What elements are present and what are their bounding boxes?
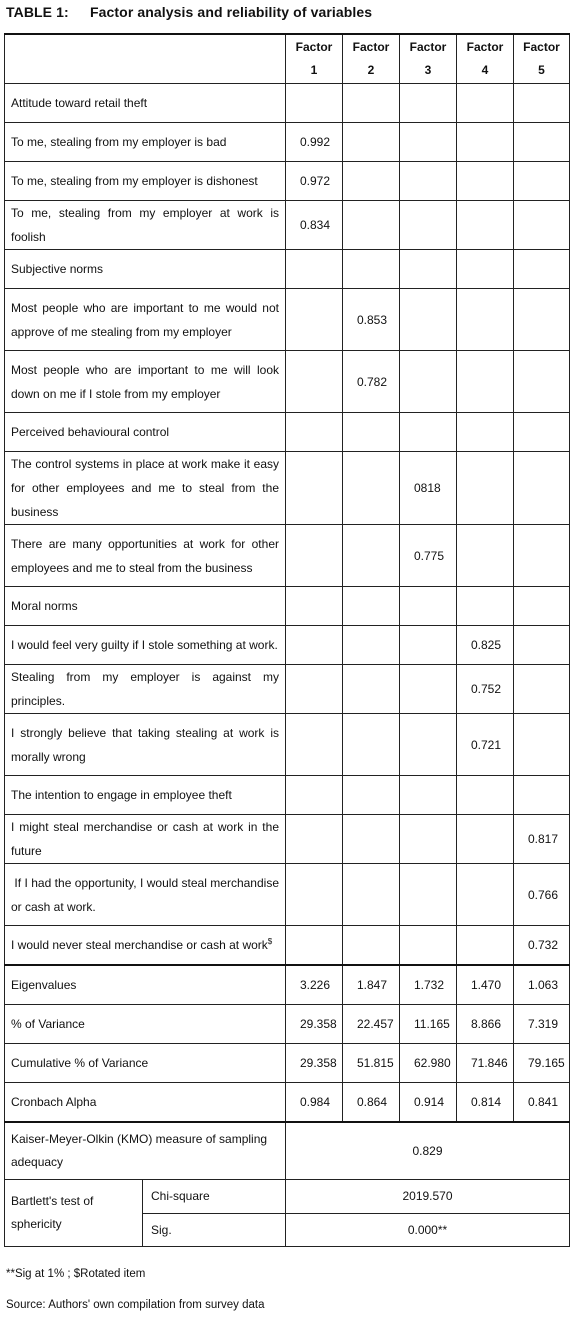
header-row [5, 34, 570, 84]
item-text: Most people who are important to me will look down on me if I stole from my employer [11, 362, 283, 401]
item-label [5, 162, 286, 201]
section-header-row [5, 776, 570, 815]
factor-loading: 0.775 [400, 525, 457, 587]
section-title: Subjective norms [5, 250, 286, 289]
empty-cell [514, 714, 570, 776]
empty-cell [286, 289, 343, 351]
stat-value: 8.866 [457, 1005, 514, 1044]
empty-cell [286, 351, 343, 413]
item-row [5, 452, 570, 525]
item-label [5, 626, 286, 665]
factor-analysis-table [4, 33, 570, 1247]
item-text: I might steal merchandise or cash at work in the future [11, 820, 283, 858]
item-text: If I had the opportunity, I would steal merchandise or cash at work. [11, 875, 283, 914]
factor-loading: 0.853 [343, 289, 400, 351]
factor-loading: 0.992 [286, 123, 343, 162]
empty-cell [457, 289, 514, 351]
item-row [5, 123, 570, 162]
item-row [5, 926, 570, 966]
bartlett-inner-table [5, 1180, 285, 1246]
stat-value: 0.814 [457, 1083, 514, 1123]
item-row [5, 201, 570, 250]
item-label [5, 665, 286, 714]
item-label [5, 201, 286, 250]
table-number: TABLE 1: [6, 4, 69, 20]
header-factor-4: Factor 4 [457, 34, 514, 84]
stat-value: 0.841 [514, 1083, 570, 1123]
sig-value: 0.000** [286, 1213, 570, 1247]
stat-row [5, 1044, 570, 1083]
empty-cell [286, 626, 343, 665]
item-row [5, 525, 570, 587]
empty-cell [286, 776, 343, 815]
empty-cell [343, 926, 400, 966]
empty-cell [343, 201, 400, 250]
empty-cell [457, 815, 514, 864]
stat-value: 1.847 [343, 965, 400, 1005]
item-row [5, 289, 570, 351]
empty-cell [514, 289, 570, 351]
empty-cell [457, 250, 514, 289]
stat-value: 0.984 [286, 1083, 343, 1123]
empty-cell [514, 250, 570, 289]
section-header-row [5, 250, 570, 289]
stat-value: 0.864 [343, 1083, 400, 1123]
item-text: To me, stealing from my employer at work is foolish [11, 206, 283, 244]
empty-cell [457, 201, 514, 250]
empty-cell [457, 926, 514, 966]
stat-value: 22.457 [343, 1005, 400, 1044]
item-text: To me, stealing from my employer is bad [11, 135, 227, 149]
factor-loading: 0.732 [514, 926, 570, 966]
empty-cell [343, 84, 400, 123]
empty-cell [286, 413, 343, 452]
item-row [5, 864, 570, 926]
empty-cell [457, 776, 514, 815]
item-label [5, 452, 286, 525]
empty-cell [457, 413, 514, 452]
header-factor-2: Factor 2 [343, 34, 400, 84]
empty-cell [514, 413, 570, 452]
stat-value: 62.980 [400, 1044, 457, 1083]
empty-cell [286, 864, 343, 926]
factor-loading: 0.721 [457, 714, 514, 776]
stat-value: 1.732 [400, 965, 457, 1005]
empty-cell [343, 626, 400, 665]
empty-cell [343, 714, 400, 776]
empty-cell [514, 626, 570, 665]
table-caption [6, 4, 372, 20]
empty-cell [343, 452, 400, 525]
empty-cell [514, 452, 570, 525]
factor-loading: 0.766 [514, 864, 570, 926]
empty-cell [457, 525, 514, 587]
empty-cell [400, 714, 457, 776]
bartlett-label-cell [5, 1180, 286, 1247]
empty-cell [343, 525, 400, 587]
item-superscript: $ [267, 937, 273, 946]
stat-value: 29.358 [286, 1044, 343, 1083]
section-title: Attitude toward retail theft [5, 84, 286, 123]
item-row [5, 665, 570, 714]
empty-cell [286, 452, 343, 525]
empty-cell [343, 123, 400, 162]
stat-row [5, 1005, 570, 1044]
empty-cell [457, 162, 514, 201]
empty-cell [457, 587, 514, 626]
section-header-row [5, 587, 570, 626]
empty-cell [400, 587, 457, 626]
empty-cell [286, 815, 343, 864]
item-text: Stealing from my employer is against my principles. [11, 670, 283, 708]
empty-cell [400, 776, 457, 815]
bartlett-row [5, 1180, 570, 1214]
item-label [5, 289, 286, 351]
empty-cell [286, 665, 343, 714]
stat-label: Cumulative % of Variance [5, 1044, 286, 1083]
stat-value: 1.063 [514, 965, 570, 1005]
empty-cell [343, 250, 400, 289]
factor-loading: 0.752 [457, 665, 514, 714]
item-text: I strongly believe that taking stealing at work is morally wrong [11, 725, 283, 764]
empty-cell [400, 665, 457, 714]
empty-cell [514, 201, 570, 250]
empty-cell [457, 123, 514, 162]
stat-value: 71.846 [457, 1044, 514, 1083]
empty-cell [514, 525, 570, 587]
empty-cell [400, 926, 457, 966]
item-label [5, 351, 286, 413]
item-row [5, 626, 570, 665]
empty-cell [343, 815, 400, 864]
table-title: Factor analysis and reliability of variables [90, 4, 373, 20]
empty-cell [400, 162, 457, 201]
empty-cell [514, 587, 570, 626]
stat-value: 11.165 [400, 1005, 457, 1044]
section-title: Perceived behavioural control [5, 413, 286, 452]
kmo-row [5, 1122, 570, 1180]
stat-label: % of Variance [5, 1005, 286, 1044]
item-text: I would never steal merchandise or cash at work [11, 938, 268, 952]
item-row [5, 714, 570, 776]
empty-cell [286, 587, 343, 626]
item-label [5, 714, 286, 776]
stat-value: 51.815 [343, 1044, 400, 1083]
item-row [5, 162, 570, 201]
empty-cell [286, 714, 343, 776]
empty-cell [343, 864, 400, 926]
item-text: The control systems in place at work make it easy for other employees and me to steal from the business [11, 457, 283, 519]
item-text: Most people who are important to me would not approve of me stealing from my employer [11, 300, 283, 339]
header-factor-3: Factor 3 [400, 34, 457, 84]
chi-square-label: Chi-square [143, 1180, 286, 1213]
item-label [5, 123, 286, 162]
empty-cell [457, 864, 514, 926]
stat-value: 1.470 [457, 965, 514, 1005]
factor-loading: 0.825 [457, 626, 514, 665]
empty-cell [400, 351, 457, 413]
empty-cell [286, 250, 343, 289]
empty-cell [400, 815, 457, 864]
header-factor-1: Factor 1 [286, 34, 343, 84]
item-label [5, 525, 286, 587]
factor-loading: 0.834 [286, 201, 343, 250]
header-blank-cell [5, 34, 286, 84]
stat-label: Cronbach Alpha [5, 1083, 286, 1123]
empty-cell [457, 351, 514, 413]
empty-cell [514, 776, 570, 815]
stat-value: 29.358 [286, 1005, 343, 1044]
bartlett-label: Bartlett's test of sphericity [5, 1180, 143, 1246]
empty-cell [400, 123, 457, 162]
footnote-source: Source: Authors' own compilation from survey data [6, 1299, 265, 1311]
empty-cell [400, 289, 457, 351]
empty-cell [400, 413, 457, 452]
empty-cell [457, 84, 514, 123]
item-label [5, 926, 286, 966]
empty-cell [457, 452, 514, 525]
item-text: There are many opportunities at work for other employees and me to steal from the business [11, 536, 283, 575]
item-label [5, 864, 286, 926]
item-text: To me, stealing from my employer is dishonest [11, 174, 258, 188]
stat-value: 3.226 [286, 965, 343, 1005]
stat-label: Eigenvalues [5, 965, 286, 1005]
empty-cell [343, 413, 400, 452]
header-factor-5: Factor 5 [514, 34, 570, 84]
empty-cell [514, 665, 570, 714]
factor-loading: 0818 [400, 452, 457, 525]
factor-loading: 0.817 [514, 815, 570, 864]
stat-value: 79.165 [514, 1044, 570, 1083]
factor-loading: 0.782 [343, 351, 400, 413]
empty-cell [343, 776, 400, 815]
empty-cell [343, 665, 400, 714]
footnote-significance: **Sig at 1% ; $Rotated item [6, 1268, 146, 1280]
section-header-row [5, 84, 570, 123]
empty-cell [286, 84, 343, 123]
section-title: Moral norms [5, 587, 286, 626]
empty-cell [400, 626, 457, 665]
empty-cell [400, 250, 457, 289]
empty-cell [400, 201, 457, 250]
empty-cell [343, 162, 400, 201]
stat-row [5, 1083, 570, 1123]
empty-cell [286, 926, 343, 966]
empty-cell [400, 864, 457, 926]
empty-cell [514, 162, 570, 201]
kmo-value: 0.829 [286, 1122, 570, 1180]
empty-cell [514, 351, 570, 413]
item-text: I would feel very guilty if I stole something at work. [11, 638, 278, 652]
sig-label: Sig. [151, 1222, 172, 1237]
empty-cell [343, 587, 400, 626]
item-row [5, 815, 570, 864]
empty-cell [286, 525, 343, 587]
item-label [5, 815, 286, 864]
chi-square-value: 2019.570 [286, 1180, 570, 1214]
empty-cell [514, 123, 570, 162]
stat-value: 7.319 [514, 1005, 570, 1044]
section-header-row [5, 413, 570, 452]
stat-value: 0.914 [400, 1083, 457, 1123]
kmo-label: Kaiser-Meyer-Olkin (KMO) measure of sampling adequacy [5, 1122, 286, 1180]
stat-row [5, 965, 570, 1005]
item-row [5, 351, 570, 413]
empty-cell [400, 84, 457, 123]
section-title: The intention to engage in employee theft [5, 776, 286, 815]
factor-loading: 0.972 [286, 162, 343, 201]
empty-cell [514, 84, 570, 123]
